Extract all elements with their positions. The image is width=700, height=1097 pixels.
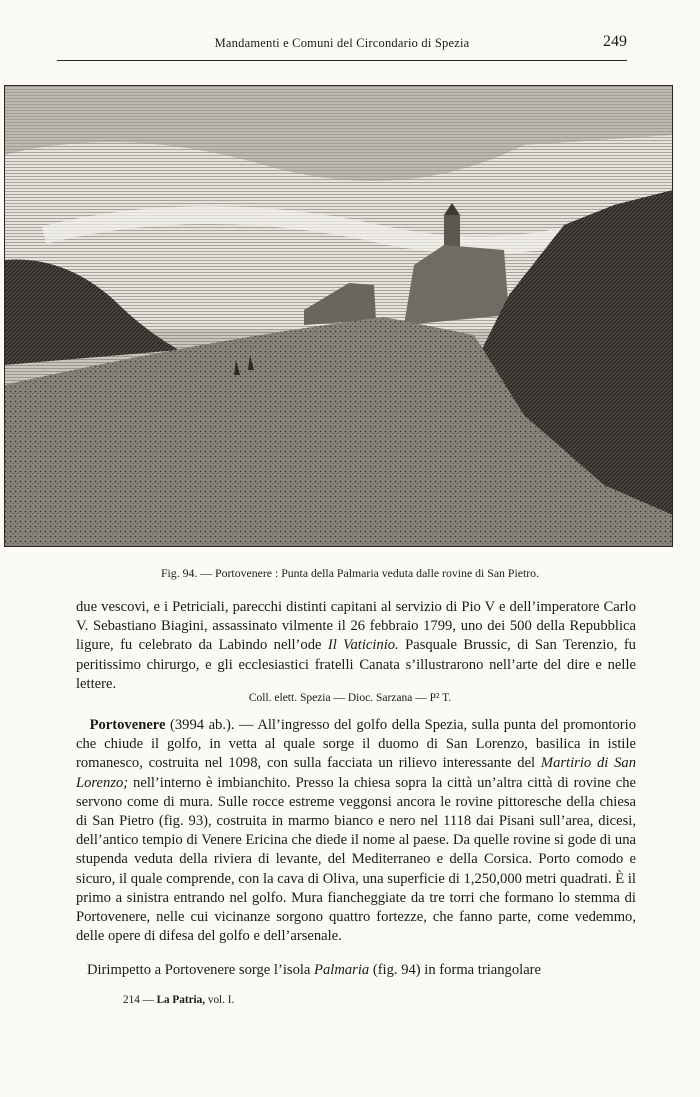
running-header: [57, 30, 627, 61]
p3-italic: Martirio di San Lorenzo;: [76, 755, 637, 791]
engraving-svg: [4, 85, 673, 547]
paragraph-portovenere: [76, 716, 636, 946]
paragraph-palmaria: [76, 961, 636, 980]
p2-text: Pasquale Brussic, di San Terenzio, fu peritissimo chirurgo, e gli ecclesiastici fratelli Canata s’illustrarono nell’arte del dire e nelle lettere.: [76, 637, 636, 692]
p1-italic: Il Vaticinio.: [327, 637, 399, 654]
footer-signature: [123, 994, 234, 1006]
p4-text-a: Dirimpetto a Portovenere sorge l’isola: [86, 962, 315, 978]
p4-text-b: (fig. 94) in forma triangolare: [369, 962, 542, 978]
paragraph-1: [76, 598, 636, 694]
collegio-line: Coll. elett. Spezia — Dioc. Sarzana — P² T.: [248, 692, 452, 704]
page-number: 249: [603, 33, 627, 50]
footer-magazine: La Patria,: [156, 994, 206, 1006]
p4-italic: Palmaria: [314, 962, 370, 978]
footer-volume: vol. I.: [207, 994, 235, 1006]
footer-number: 214 —: [123, 994, 154, 1006]
engraving-illustration: [4, 85, 673, 547]
p3-text-a: All’ingresso del golfo della Spezia, sulla punta del promontorio che chiude il golfo, in vetta al quale sorge il duomo di San Lorenzo, basilica in istile romanesco, costruita nel 1098, con sulla facciata un rilievo interessante del: [76, 717, 636, 772]
entry-population: (3994 ab.). —: [165, 717, 254, 733]
header-title: Mandamenti e Comuni del Circondario di Spezia: [214, 36, 470, 50]
p1-text: due vescovi, e i Petriciali, parecchi distinti capitani al servizio di Pio V e dell’imperatore Carlo V. Sebastiano Biagini, assassinato vilmente il 26 febbraio 1799, uno dei 500 della Repubblica ligure, fu celebrato da Labindo nell’ode: [76, 599, 636, 654]
p3-text-b: nell’interno è imbianchito. Presso la chiesa sopra la città un’altra città di rovine che servono come di mura. Sulle rocce estreme veggonsi ancora le rovine pittoresche della chiesa di San Pietro (fig. 93), costruita in marmo bianco e nero nel 1118 dai Pisani sull’area, dicesi, dell’antico tempio di Venere Ericina che diede il nome al paese. Da quelle rovine si gode di una stupenda veduta della riviera di levante, del Mediterraneo e della Corsica. Porto comodo e sicuro, il quale comprende, con la cava di Oliva, una superficie di 1,250,000 metri quadrati. È il primo a sinistra entrando nel golfo. Mura fiancheggiate da tre torri che formano lo stemma di Portovenere, nelle cui vicinanze sorgono quattro fortezze, che fanno parte, come vedemmo, delle opere di difesa del golfo e dell’arsenale.: [76, 774, 636, 945]
figure-caption: Fig. 94. — Portovenere : Punta della Palmaria veduta dalle rovine di San Pietro.: [160, 566, 540, 580]
entry-heading: Portovenere: [89, 717, 166, 733]
